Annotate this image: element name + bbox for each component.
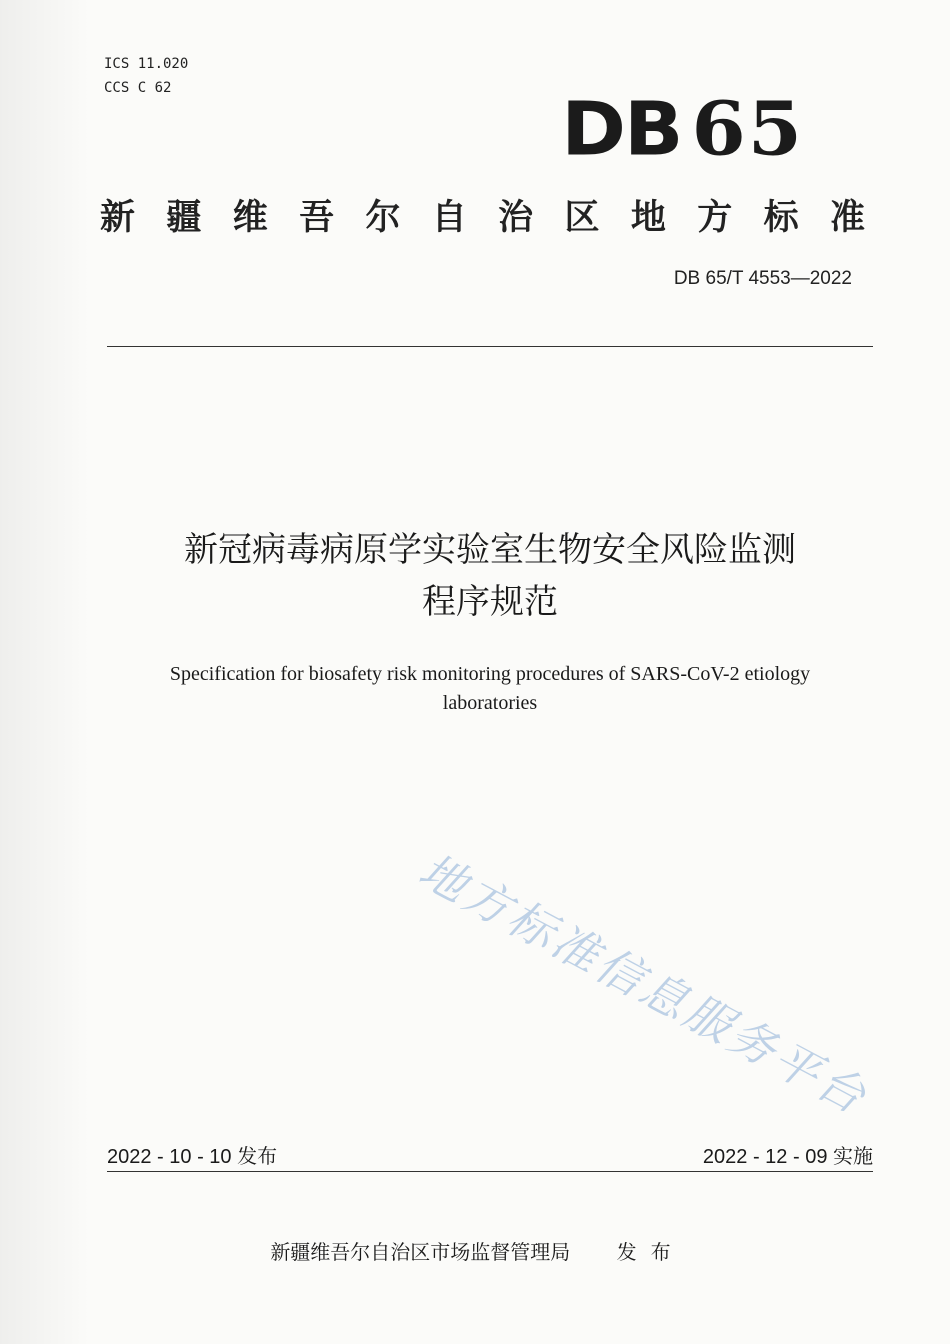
chinese-title-line-2: 程序规范	[422, 582, 558, 622]
effective-label: 实施	[833, 1144, 873, 1168]
classification-codes	[104, 52, 188, 100]
standard-type-char: 治	[498, 198, 534, 238]
logo-db-text: DB	[561, 86, 682, 173]
english-title-line-2: laboratories	[442, 692, 538, 714]
issuer-action: 发布	[616, 1240, 685, 1264]
ccs-code: CCS C 62	[104, 80, 172, 96]
chinese-title-line-1: 新冠病毒病原学实验室生物安全风险监测	[184, 530, 796, 570]
standard-type-char: 新	[100, 198, 136, 238]
date-row	[107, 1140, 873, 1169]
standard-type-char: 地	[630, 198, 666, 238]
english-title-line-1: Specification for biosafety risk monitoring procedures of SARS-CoV-2 etiology	[169, 663, 811, 685]
release-date: 2022 - 10 - 10	[107, 1146, 232, 1168]
release-label: 发布	[237, 1144, 278, 1168]
logo-number: 65	[691, 86, 804, 173]
standard-type-char: 维	[232, 198, 268, 238]
issuer-line	[0, 1236, 950, 1265]
watermark: 地方标准信息服务平台	[410, 842, 878, 1126]
standard-type-heading	[100, 190, 865, 240]
standard-type-char: 自	[431, 198, 467, 238]
standard-type-char: 区	[564, 198, 600, 238]
english-title	[60, 660, 920, 718]
bottom-divider	[107, 1171, 873, 1172]
standard-type-char: 尔	[365, 198, 401, 238]
effective-date: 2022 - 12 - 09	[702, 1146, 828, 1168]
standard-type-char: 疆	[166, 198, 202, 238]
top-divider	[107, 346, 873, 347]
release-date-block	[107, 1140, 277, 1169]
standard-type-char: 方	[697, 198, 733, 238]
issuer-name: 新疆维吾尔自治区市场监督管理局	[270, 1240, 571, 1264]
effective-date-block	[703, 1140, 873, 1169]
ics-code: ICS 11.020	[104, 56, 189, 72]
db65-logo	[561, 86, 804, 172]
standard-type-char: 准	[829, 198, 865, 238]
standard-number: DB 65/T 4553—2022	[673, 268, 852, 289]
chinese-title	[0, 524, 950, 628]
standard-type-char: 吾	[299, 198, 335, 238]
standard-type-char: 标	[763, 198, 799, 238]
